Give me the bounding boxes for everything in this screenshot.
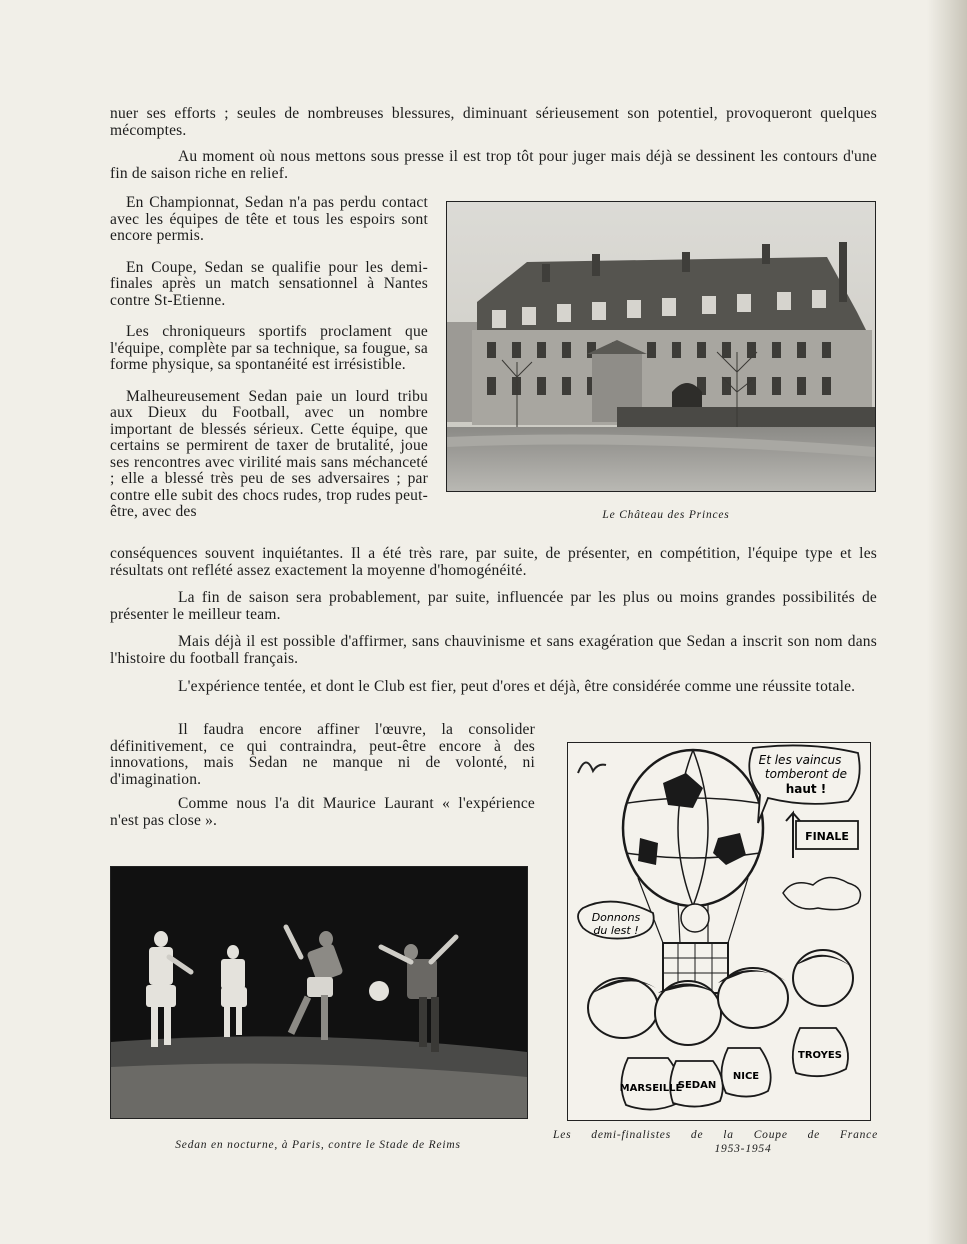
caption-match: Sedan en nocturne, à Paris, contre le Stade de Reims <box>175 1139 461 1151</box>
page-edge-shadow <box>927 0 967 1244</box>
bag-label-troyes: TROYES <box>798 1050 842 1061</box>
speech-line-2: tomberont de <box>764 767 848 781</box>
speech-line-3: haut ! <box>785 782 827 796</box>
caption-chateau: Le Château des Princes <box>602 509 730 521</box>
caption-cartoon-line-1: Les demi-finalistes de la Coupe de France <box>553 1129 878 1141</box>
bag-label-nice: NICE <box>732 1071 760 1082</box>
paragraph-1: nuer ses efforts ; seules de nombreuses blessures, diminuant sérieusement son potentiel, provoqueront quelques mécomptes. <box>110 105 877 139</box>
chateau-illustration <box>447 202 875 491</box>
bag-label-sedan: SEDAN <box>677 1080 717 1091</box>
finale-sign-label: FINALE <box>805 830 849 843</box>
bag-label-marseille: MARSEILLE <box>619 1083 683 1094</box>
paragraph-mais-deja: Mais déjà il est possible d'affirmer, sans chauvinisme et sans exagération que Sedan a inscrit son nom dans l'histoire du football français. <box>110 633 877 667</box>
paragraph-maurice-laurant: Comme nous l'a dit Maurice Laurant « l'expérience n'est pas close ». <box>110 795 535 829</box>
paragraph-fin-de-saison: La fin de saison sera probablement, par suite, influencée par les plus ou moins grandes possibilités de présenter le meilleur team. <box>110 589 877 623</box>
chateau-photo <box>446 201 876 492</box>
paragraph-affiner: Il faudra encore affiner l'œuvre, la consolider définitivement, ce qui contraindra, peut-être encore à des innovations, mais Sedan ne manque ni de volonté, ni d'imagination. <box>110 721 535 788</box>
speech2-line-2: du lest ! <box>593 924 639 937</box>
paragraph-coupe: En Coupe, Sedan se qualifie pour les demi-finales après un match sensationnel à Nantes contre St-Etienne. <box>110 258 428 309</box>
cartoon-drawing <box>567 742 871 1121</box>
match-photo <box>110 866 528 1119</box>
night-match-illustration <box>111 867 527 1118</box>
speech2-line-1: Donnons <box>591 911 641 924</box>
left-column <box>110 195 428 521</box>
speech-line-1: Et les vaincus <box>758 753 842 767</box>
paragraph-championnat: En Championnat, Sedan n'a pas perdu contact avec les équipes de tête et tous les espoirs sont encore permis. <box>110 194 428 244</box>
paragraph-2: Au moment où nous mettons sous presse il est trop tôt pour juger mais déjà se dessinent les contours d'une fin de saison riche en relief. <box>110 148 877 182</box>
paragraph-malheureusement: Malheureusement Sedan paie un lourd tribu aux Dieux du Football, avec un nombre important de blessés sérieux. Cette équipe, que certains se permirent de taxer de brutalité, joue ses rencontres avec virilité mais sans méchanceté ; elle a blessé très peu de ses adversaires ; par contre elle subit des chocs rudes, trop rudes peut-être, avec des <box>110 387 428 520</box>
paragraph-experience: L'expérience tentée, et dont le Club est fier, peut d'ores et déjà, être considérée comme une réussite totale. <box>178 678 856 695</box>
paragraph-chroniqueurs: Les chroniqueurs sportifs proclament que l'équipe, complète par sa technique, sa fougue, sa forme physique, sa spontanéité est irrésistible. <box>110 323 428 373</box>
balloon-cartoon <box>568 743 870 1120</box>
paragraph-consequences: conséquences souvent inquiétantes. Il a été très rare, par suite, de présenter, en compétition, l'équipe type et les résultats ont reflété assez exactement la moyenne d'homogénéité. <box>110 545 877 579</box>
caption-cartoon-line-2: 1953-1954 <box>714 1143 772 1155</box>
